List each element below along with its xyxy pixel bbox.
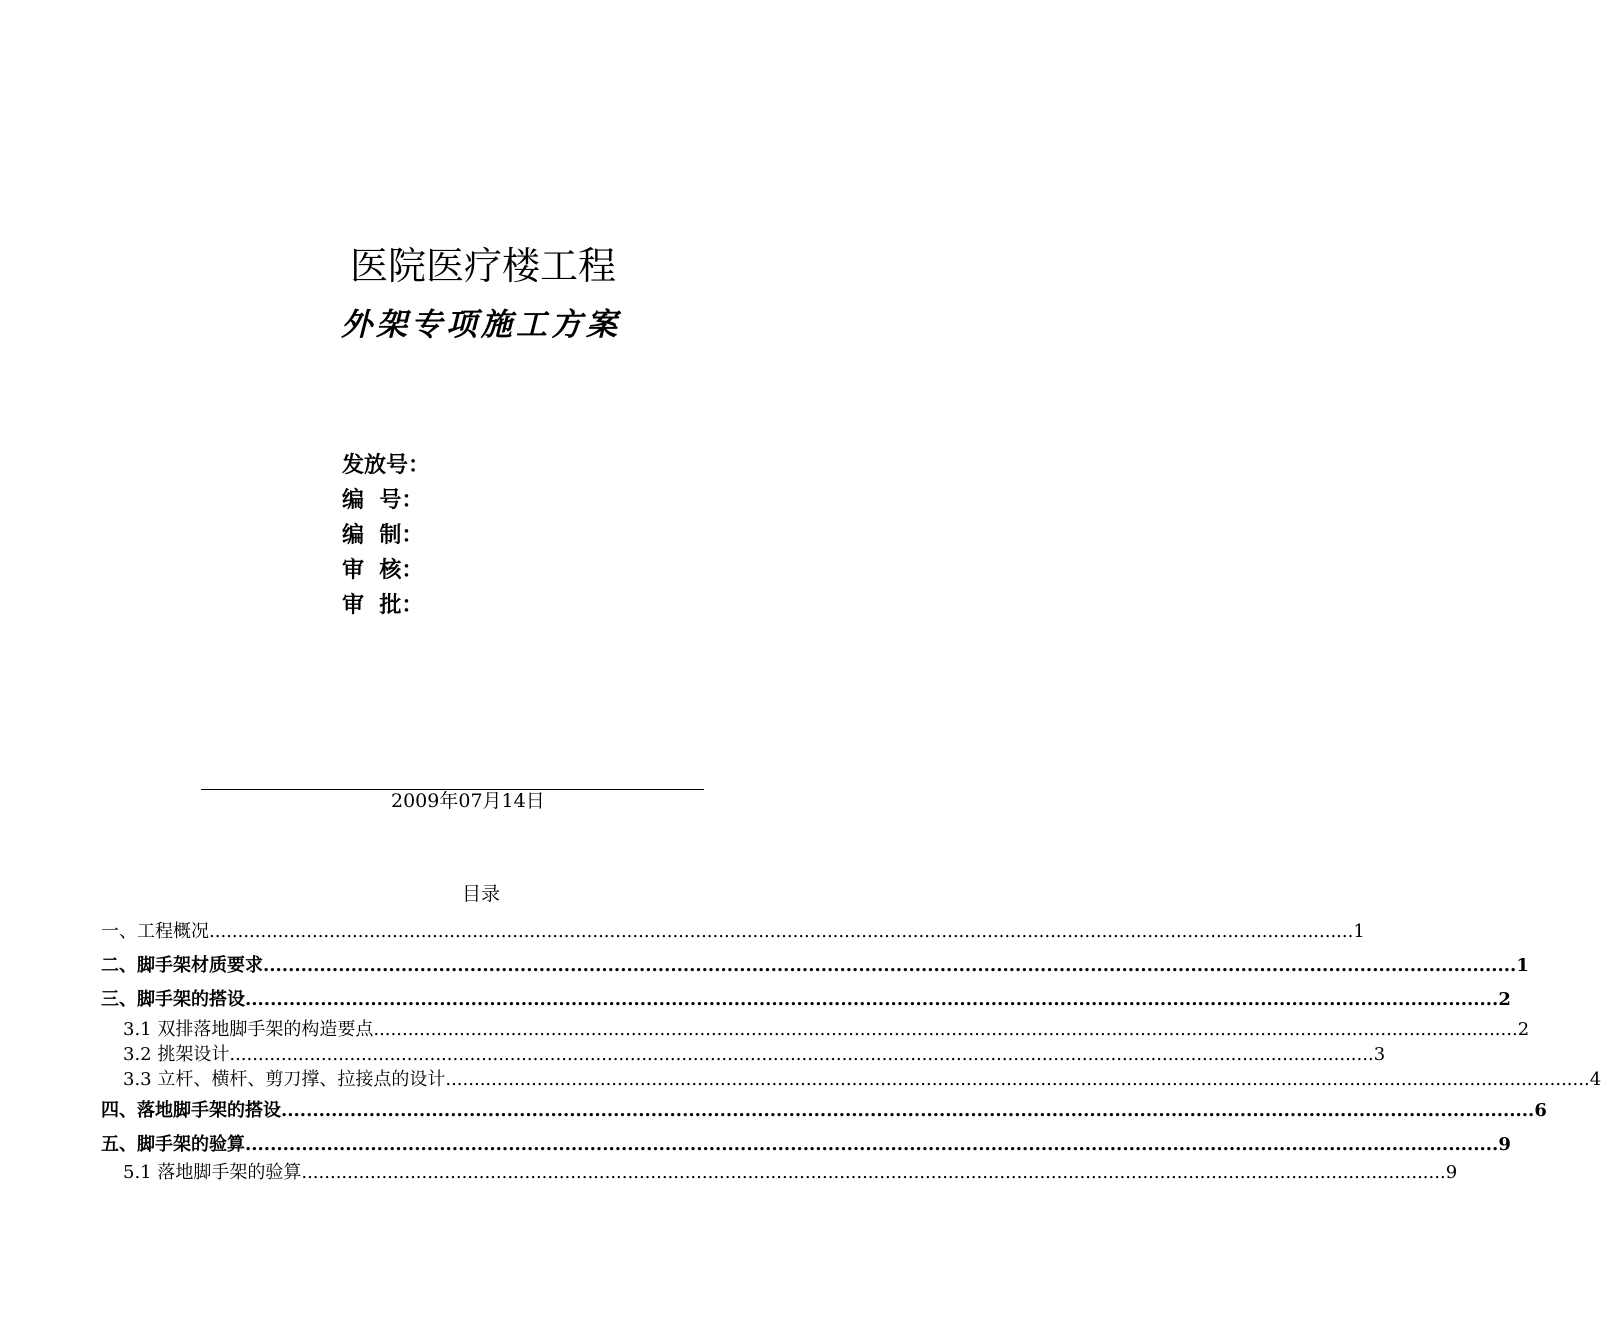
toc-entry[interactable]: [101, 947, 1529, 981]
toc-leader-dots: ........................................................................................................................................................................................................: [209, 921, 1354, 942]
toc-heading: 目录: [461, 883, 500, 905]
toc-entry-label: 四、落地脚手架的搭设: [101, 1100, 281, 1121]
toc-entry-label: 五、脚手架的验算: [101, 1134, 245, 1155]
toc-leader-dots: ........................................................................................................................................................................................................: [373, 1019, 1518, 1040]
toc-entry-page: 6: [1534, 1100, 1547, 1121]
toc-entry-page: 3: [1373, 1044, 1386, 1065]
toc-entry[interactable]: [101, 1092, 1547, 1126]
toc-entry[interactable]: [101, 981, 1511, 1015]
toc-leader-dots: ........................................................................................................................................................................................................: [229, 1044, 1374, 1065]
toc-entry-page: 9: [1498, 1134, 1511, 1155]
toc-entry-label: 二、脚手架材质要求: [101, 955, 263, 976]
field-issue-number: 发放号：: [342, 453, 431, 478]
toc-entry-page: 2: [1498, 989, 1511, 1010]
toc-leader-dots: ........................................................................................................................................................................................................: [263, 955, 1517, 976]
toc-subentry[interactable]: [101, 1042, 1386, 1067]
toc-leader-dots: ........................................................................................................................................................................................................: [281, 1100, 1535, 1121]
toc-leader-dots: ........................................................................................................................................................................................................: [445, 1069, 1590, 1090]
toc-entry-label: 3.3 立杆、横杆、剪刀撑、拉接点的设计: [123, 1069, 446, 1090]
document-title: 医院医疗楼工程: [349, 244, 616, 288]
toc-subentry[interactable]: [101, 1160, 1458, 1185]
field-approved-by: 审 批：: [342, 593, 424, 618]
field-reviewed-by: 审 核：: [342, 558, 424, 583]
toc-entry[interactable]: [101, 1126, 1511, 1160]
toc-entry-page: 1: [1516, 955, 1529, 976]
document-subtitle: 外架专项施工方案: [341, 307, 621, 343]
toc-entry-page: 4: [1589, 1069, 1601, 1090]
toc-entry-label: 3.1 双排落地脚手架的构造要点: [123, 1019, 374, 1040]
toc-leader-dots: ........................................................................................................................................................................................................: [245, 1134, 1499, 1155]
toc-entry-page: 1: [1353, 921, 1365, 942]
toc-entry-label: 三、脚手架的搭设: [101, 989, 245, 1010]
table-of-contents: [101, 913, 1601, 1185]
toc-entry-page: 2: [1517, 1019, 1530, 1040]
toc-subentry[interactable]: [101, 1067, 1601, 1092]
toc-entry-label: 3.2 挑架设计: [123, 1044, 230, 1065]
approval-fields: [342, 448, 430, 623]
toc-leader-dots: ........................................................................................................................................................................................................: [301, 1162, 1446, 1183]
toc-subentry[interactable]: [101, 1017, 1530, 1042]
field-prepared-by: 编 制：: [342, 523, 424, 548]
toc-entry-label: 一、工程概况: [101, 921, 209, 942]
document-date: 2009年07月14日: [391, 790, 545, 812]
field-serial-number: 编 号：: [342, 488, 424, 513]
toc-leader-dots: ........................................................................................................................................................................................................: [245, 989, 1499, 1010]
toc-entry-label: 5.1 落地脚手架的验算: [123, 1162, 302, 1183]
toc-entry[interactable]: [101, 913, 1365, 947]
toc-entry-page: 9: [1445, 1162, 1458, 1183]
